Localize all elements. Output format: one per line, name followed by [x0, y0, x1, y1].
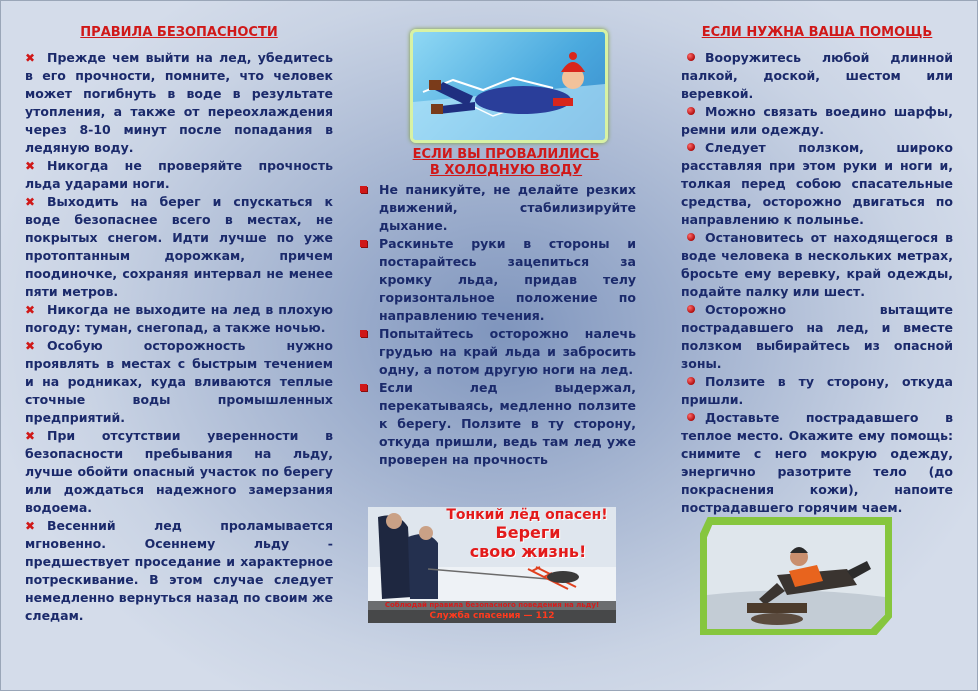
help-item: [681, 139, 953, 229]
list-item: [356, 379, 636, 469]
list-item: [356, 181, 636, 235]
red-dot-icon: [687, 53, 695, 61]
help-item: [681, 409, 953, 517]
rule-text: Выходить на берег и спускаться к воде безопаснее всего в местах, не покрытых снегом. Идти лучше по уже протоптанным дорожкам, причем поодиночке, сохраняя интервал не менее пяти метров.: [25, 194, 333, 299]
help-item-text: Вооружитесь любой длинной палкой, доской, шестом или веревкой.: [681, 50, 953, 101]
help-title: ЕСЛИ НУЖНА ВАША ПОМОЩЬ: [701, 25, 933, 40]
list-item: [356, 235, 636, 325]
red-dot-icon: [687, 305, 695, 313]
help-item-text: Остановитесь от находящегося в воде человека в нескольких метрах, бросьте ему веревку, край одежды, подайте палку или шест.: [681, 230, 953, 299]
help-item: [681, 103, 953, 139]
fell-into-water-list: [356, 181, 636, 469]
x-mark-icon: ✖: [25, 159, 36, 173]
rule-text: Особую осторожность нужно проявлять в местах с быстрым течением и на родниках, куда вливаются теплые сточные воды промышленных предприятий.: [25, 338, 333, 425]
poster-footer-rules: Соблюдай правила безопасного поведения на льду!: [368, 601, 616, 610]
help-item: [681, 373, 953, 409]
x-mark-icon: ✖: [25, 429, 36, 443]
rule-text: Прежде чем выйти на лед, убедитесь в его прочности, помните, что человек может погибнуть в воде в результате утопления, а также от переохлаждения через 8-10 минут после попадания в ледяную воду.: [25, 50, 333, 155]
rescue-photo: [707, 525, 885, 629]
help-item: [681, 49, 953, 103]
safety-rules-column: [25, 25, 333, 625]
list-item-text: Попытайтесь осторожно налечь грудью на край льда и забросить одну, а потом другую ноги на лед.: [379, 326, 636, 377]
red-dot-icon: [687, 377, 695, 385]
rule-text: Весенний лед проламывается мгновенно. Осеннему льду - предшествует проседание и характерное потрескивание. В этом случае следует немедленно вернуться назад по своим же следам.: [25, 518, 333, 623]
safety-rules-title: ПРАВИЛА БЕЗОПАСНОСТИ: [80, 25, 278, 40]
rule-text: При отсутствии уверенности в безопасности пребывания на льду, лучше обойти опасный участок по берегу или дождаться надежного замерзания водоема.: [25, 428, 333, 515]
red-square-icon: [360, 330, 367, 337]
list-item-text: Если лед выдержал, перекатываясь, медленно ползите к берегу. Ползите в ту сторону, откуда пришли, ведь там лед уже проверен на прочность: [379, 380, 636, 467]
rule-text: Никогда не проверяйте прочность льда ударами ноги.: [25, 158, 333, 191]
help-item-text: Доставьте пострадавшего в теплое место. Окажите ему помощь: снимите с него мокрую одежду, энергично разотрите тело (до покраснения кожи), напоите пострадавшего горячим чаем.: [681, 410, 953, 515]
help-item-text: Ползите в ту сторону, откуда пришли.: [681, 374, 953, 407]
fell-title-line1: ЕСЛИ ВЫ ПРОВАЛИЛИСЬ: [412, 147, 600, 162]
rule-item: [25, 301, 333, 337]
person-crawling-on-ice-illustration: [410, 29, 608, 143]
help-item-text: Следует ползком, широко расставляя при этом руки и ноги и, толкая перед собою спасательные средства, осторожно двигаться по направлению к полынье.: [681, 140, 953, 227]
fell-title-line2: В ХОЛОДНУЮ ВОДУ: [429, 163, 583, 178]
crawling-rescuer-image: [707, 525, 885, 629]
crawling-person-image: [413, 32, 605, 140]
help-column: [681, 25, 953, 517]
poster-line1: Тонкий лёд опасен!: [446, 507, 608, 523]
list-item-text: Раскиньте руки в стороны и постарайтесь зацепиться за кромку льда, придав телу горизонтальное положение по направлению течения.: [379, 236, 636, 323]
rule-item: [25, 427, 333, 517]
fell-into-water-title: [396, 147, 616, 179]
rule-text: Никогда не выходите на лед в плохую погоду: туман, снегопад, а также ночью.: [25, 302, 333, 335]
x-mark-icon: ✖: [25, 339, 36, 353]
x-mark-icon: ✖: [25, 195, 36, 209]
help-item: [681, 301, 953, 373]
rule-item: [25, 517, 333, 625]
rule-item: [25, 49, 333, 157]
red-dot-icon: [687, 413, 695, 421]
x-mark-icon: ✖: [25, 519, 36, 533]
red-square-icon: [360, 384, 367, 391]
rule-item: [25, 157, 333, 193]
help-item: [681, 229, 953, 301]
red-dot-icon: [687, 143, 695, 151]
list-item-text: Не паникуйте, не делайте резких движений, стабилизируйте дыхание.: [379, 182, 636, 233]
help-item-text: Осторожно вытащите пострадавшего на лед, и вместе ползком выбирайтесь из опасной зоны.: [681, 302, 953, 371]
x-mark-icon: ✖: [25, 303, 36, 317]
poster-footer-phone: Служба спасения — 112: [368, 610, 616, 623]
poster-line2: Береги свою жизнь!: [469, 523, 587, 561]
list-item: [356, 325, 636, 379]
x-mark-icon: ✖: [25, 51, 36, 65]
red-dot-icon: [687, 107, 695, 115]
help-item-text: Можно связать воедино шарфы, ремни или одежду.: [681, 104, 953, 137]
red-square-icon: [360, 186, 367, 193]
red-square-icon: [360, 240, 367, 247]
red-dot-icon: [687, 233, 695, 241]
rule-item: [25, 193, 333, 301]
thin-ice-poster: [368, 507, 616, 623]
rule-item: [25, 337, 333, 427]
